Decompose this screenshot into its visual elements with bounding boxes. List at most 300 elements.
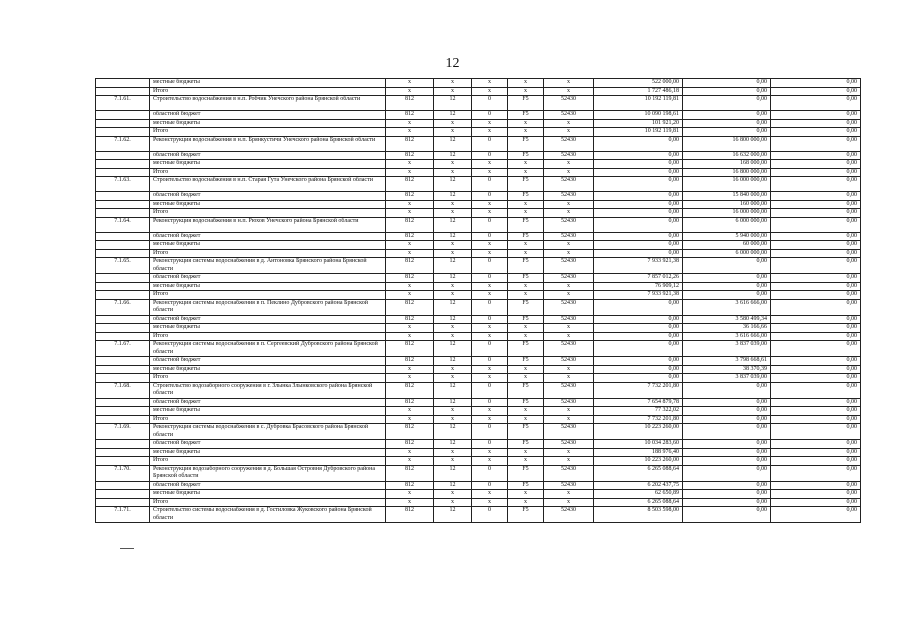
amount-year-3: 0,00 xyxy=(771,241,861,250)
rz-code: х xyxy=(434,282,472,291)
grbs-code: 812 xyxy=(386,192,434,201)
table-row-project xyxy=(96,136,861,151)
kvr-code: х xyxy=(544,498,594,507)
grbs-code: х xyxy=(386,249,434,258)
grbs-code: 812 xyxy=(386,357,434,366)
amount-year-2: 16 632 000,00 xyxy=(683,151,771,160)
amount-year-1: 0,00 xyxy=(594,315,683,324)
csr-code: х xyxy=(508,128,544,137)
table-row xyxy=(96,87,861,96)
grbs-code: х xyxy=(386,209,434,218)
grbs-code: 812 xyxy=(386,274,434,283)
pr-code: 0 xyxy=(472,398,508,407)
table-row xyxy=(96,291,861,300)
item-number xyxy=(96,111,150,120)
table-row-project xyxy=(96,299,861,315)
pr-code: х xyxy=(472,209,508,218)
item-name: Итого xyxy=(150,332,386,341)
grbs-code: х xyxy=(386,241,434,250)
table-row xyxy=(96,481,861,490)
grbs-code: х xyxy=(386,490,434,499)
rz-code: х xyxy=(434,128,472,137)
kvr-code: х xyxy=(544,332,594,341)
amount-year-1: 0,00 xyxy=(594,374,683,383)
table-row xyxy=(96,357,861,366)
item-name: областной бюджет xyxy=(150,481,386,490)
amount-year-3: 0,00 xyxy=(771,365,861,374)
item-number xyxy=(96,79,150,88)
amount-year-3: 0,00 xyxy=(771,507,861,523)
amount-year-3: 0,00 xyxy=(771,128,861,137)
amount-year-2: 0,00 xyxy=(683,407,771,416)
kvr-code: 52430 xyxy=(544,507,594,523)
table-row xyxy=(96,332,861,341)
kvr-code: 52430 xyxy=(544,136,594,151)
kvr-code: х xyxy=(544,374,594,383)
grbs-code: х xyxy=(386,448,434,457)
table-row xyxy=(96,232,861,241)
amount-year-3: 0,00 xyxy=(771,282,861,291)
item-number xyxy=(96,274,150,283)
item-number: 7.1.63. xyxy=(96,177,150,192)
table-body xyxy=(96,79,861,523)
pr-code: х xyxy=(472,490,508,499)
table-row-project xyxy=(96,507,861,523)
pr-code: 0 xyxy=(472,440,508,449)
amount-year-3: 0,00 xyxy=(771,357,861,366)
amount-year-1: 0,00 xyxy=(594,209,683,218)
amount-year-3: 0,00 xyxy=(771,324,861,333)
kvr-code: х xyxy=(544,79,594,88)
grbs-code: х xyxy=(386,119,434,128)
item-name: Итого xyxy=(150,168,386,177)
amount-year-2: 0,00 xyxy=(683,258,771,274)
amount-year-1: 0,00 xyxy=(594,151,683,160)
amount-year-2: 168 000,00 xyxy=(683,160,771,169)
amount-year-1: 0,00 xyxy=(594,136,683,151)
csr-code: х xyxy=(508,119,544,128)
pr-code: 0 xyxy=(472,465,508,481)
rz-code: х xyxy=(434,407,472,416)
kvr-code: 52430 xyxy=(544,440,594,449)
kvr-code: 52430 xyxy=(544,96,594,111)
rz-code: 12 xyxy=(434,151,472,160)
csr-code: F5 xyxy=(508,341,544,357)
amount-year-3: 0,00 xyxy=(771,498,861,507)
kvr-code: х xyxy=(544,282,594,291)
pr-code: 0 xyxy=(472,217,508,232)
grbs-code: 812 xyxy=(386,258,434,274)
grbs-code: х xyxy=(386,160,434,169)
amount-year-1: 10 223 260,00 xyxy=(594,424,683,440)
rz-code: 12 xyxy=(434,136,472,151)
grbs-code: 812 xyxy=(386,151,434,160)
table-row xyxy=(96,241,861,250)
grbs-code: х xyxy=(386,498,434,507)
amount-year-3: 0,00 xyxy=(771,258,861,274)
amount-year-2: 0,00 xyxy=(683,498,771,507)
amount-year-1: 188 976,40 xyxy=(594,448,683,457)
pr-code: х xyxy=(472,241,508,250)
amount-year-1: 0,00 xyxy=(594,192,683,201)
item-number xyxy=(96,151,150,160)
amount-year-1: 0,00 xyxy=(594,341,683,357)
kvr-code: 52430 xyxy=(544,357,594,366)
grbs-code: х xyxy=(386,332,434,341)
amount-year-1: 7 933 921,38 xyxy=(594,291,683,300)
table-row xyxy=(96,111,861,120)
table-row xyxy=(96,398,861,407)
budget-table xyxy=(95,78,861,523)
amount-year-2: 0,00 xyxy=(683,274,771,283)
csr-code: F5 xyxy=(508,232,544,241)
table-row xyxy=(96,315,861,324)
amount-year-1: 10 192 119,81 xyxy=(594,96,683,111)
kvr-code: х xyxy=(544,324,594,333)
grbs-code: х xyxy=(386,79,434,88)
amount-year-1: 0,00 xyxy=(594,217,683,232)
item-number xyxy=(96,128,150,137)
table-row xyxy=(96,440,861,449)
table-row-project xyxy=(96,341,861,357)
amount-year-1: 0,00 xyxy=(594,200,683,209)
table-row-project xyxy=(96,96,861,111)
grbs-code: х xyxy=(386,168,434,177)
rz-code: 12 xyxy=(434,299,472,315)
csr-code: F5 xyxy=(508,481,544,490)
amount-year-2: 3 798 668,61 xyxy=(683,357,771,366)
item-name: Итого xyxy=(150,291,386,300)
grbs-code: 812 xyxy=(386,111,434,120)
amount-year-3: 0,00 xyxy=(771,424,861,440)
table-row-project xyxy=(96,177,861,192)
rz-code: х xyxy=(434,160,472,169)
amount-year-3: 0,00 xyxy=(771,398,861,407)
amount-year-1: 6 202 437,75 xyxy=(594,481,683,490)
pr-code: х xyxy=(472,457,508,466)
csr-code: F5 xyxy=(508,96,544,111)
amount-year-2: 16 800 000,00 xyxy=(683,136,771,151)
amount-year-2: 36 166,66 xyxy=(683,324,771,333)
amount-year-2: 0,00 xyxy=(683,398,771,407)
item-name: Реконструкция водозаборного сооружения в д. Большая Островня Дубровского района Брянской области xyxy=(150,465,386,481)
amount-year-2: 0,00 xyxy=(683,457,771,466)
grbs-code: 812 xyxy=(386,136,434,151)
rz-code: х xyxy=(434,87,472,96)
pr-code: 0 xyxy=(472,424,508,440)
grbs-code: 812 xyxy=(386,177,434,192)
amount-year-2: 0,00 xyxy=(683,424,771,440)
table-row xyxy=(96,128,861,137)
rz-code: х xyxy=(434,249,472,258)
amount-year-1: 1 727 486,18 xyxy=(594,87,683,96)
grbs-code: 812 xyxy=(386,507,434,523)
csr-code: х xyxy=(508,168,544,177)
table-row xyxy=(96,448,861,457)
item-name: Строительство водоснабжения в н.п. Робчик Унечского района Брянской области xyxy=(150,96,386,111)
grbs-code: х xyxy=(386,200,434,209)
item-number xyxy=(96,357,150,366)
item-number xyxy=(96,448,150,457)
grbs-code: 812 xyxy=(386,382,434,398)
item-number: 7.1.66. xyxy=(96,299,150,315)
amount-year-2: 0,00 xyxy=(683,79,771,88)
amount-year-3: 0,00 xyxy=(771,192,861,201)
item-name: областной бюджет xyxy=(150,151,386,160)
rz-code: 12 xyxy=(434,507,472,523)
pr-code: 0 xyxy=(472,481,508,490)
csr-code: F5 xyxy=(508,440,544,449)
pr-code: 0 xyxy=(472,357,508,366)
item-name: областной бюджет xyxy=(150,274,386,283)
kvr-code: 52430 xyxy=(544,217,594,232)
amount-year-1: 7 933 921,38 xyxy=(594,258,683,274)
amount-year-3: 0,00 xyxy=(771,332,861,341)
kvr-code: 52430 xyxy=(544,382,594,398)
csr-code: F5 xyxy=(508,299,544,315)
amount-year-1: 101 921,20 xyxy=(594,119,683,128)
item-number: 7.1.62. xyxy=(96,136,150,151)
amount-year-2: 3 837 039,00 xyxy=(683,374,771,383)
item-number xyxy=(96,232,150,241)
item-number xyxy=(96,481,150,490)
amount-year-3: 0,00 xyxy=(771,299,861,315)
kvr-code: х xyxy=(544,241,594,250)
item-number xyxy=(96,490,150,499)
csr-code: х xyxy=(508,407,544,416)
pr-code: 0 xyxy=(472,96,508,111)
kvr-code: 52430 xyxy=(544,398,594,407)
amount-year-3: 0,00 xyxy=(771,87,861,96)
grbs-code: х xyxy=(386,128,434,137)
table-row xyxy=(96,160,861,169)
rz-code: 12 xyxy=(434,111,472,120)
kvr-code: 52430 xyxy=(544,232,594,241)
amount-year-1: 7 732 201,80 xyxy=(594,415,683,424)
kvr-code: 52430 xyxy=(544,424,594,440)
amount-year-2: 3 580 499,34 xyxy=(683,315,771,324)
item-number xyxy=(96,415,150,424)
amount-year-3: 0,00 xyxy=(771,481,861,490)
item-name: Итого xyxy=(150,457,386,466)
pr-code: 0 xyxy=(472,274,508,283)
table-row-project xyxy=(96,465,861,481)
item-number xyxy=(96,119,150,128)
kvr-code: х xyxy=(544,407,594,416)
amount-year-1: 0,00 xyxy=(594,365,683,374)
amount-year-3: 0,00 xyxy=(771,274,861,283)
csr-code: F5 xyxy=(508,151,544,160)
amount-year-3: 0,00 xyxy=(771,232,861,241)
amount-year-1: 522 000,00 xyxy=(594,79,683,88)
rz-code: х xyxy=(434,490,472,499)
item-name: местные бюджеты xyxy=(150,282,386,291)
table-row xyxy=(96,374,861,383)
csr-code: F5 xyxy=(508,258,544,274)
amount-year-3: 0,00 xyxy=(771,119,861,128)
item-number xyxy=(96,332,150,341)
amount-year-1: 8 503 598,00 xyxy=(594,507,683,523)
amount-year-2: 0,00 xyxy=(683,465,771,481)
rz-code: х xyxy=(434,200,472,209)
item-name: Строительство водозаборного сооружения в г. Злынка Злынковского района Брянской области xyxy=(150,382,386,398)
item-number: 7.1.64. xyxy=(96,217,150,232)
amount-year-3: 0,00 xyxy=(771,490,861,499)
csr-code: F5 xyxy=(508,136,544,151)
table-row xyxy=(96,151,861,160)
rz-code: 12 xyxy=(434,315,472,324)
pr-code: 0 xyxy=(472,136,508,151)
grbs-code: 812 xyxy=(386,440,434,449)
amount-year-1: 10 090 198,61 xyxy=(594,111,683,120)
amount-year-3: 0,00 xyxy=(771,415,861,424)
amount-year-3: 0,00 xyxy=(771,448,861,457)
table-row-project xyxy=(96,258,861,274)
amount-year-2: 0,00 xyxy=(683,128,771,137)
grbs-code: х xyxy=(386,457,434,466)
amount-year-2: 0,00 xyxy=(683,382,771,398)
csr-code: х xyxy=(508,457,544,466)
kvr-code: х xyxy=(544,291,594,300)
grbs-code: 812 xyxy=(386,315,434,324)
item-name: Реконструкция системы водоснабжения в с. Дубровка Брасовского района Брянской области xyxy=(150,424,386,440)
amount-year-3: 0,00 xyxy=(771,177,861,192)
rz-code: х xyxy=(434,291,472,300)
rz-code: х xyxy=(434,79,472,88)
item-number xyxy=(96,457,150,466)
pr-code: х xyxy=(472,160,508,169)
csr-code: х xyxy=(508,332,544,341)
amount-year-3: 0,00 xyxy=(771,315,861,324)
kvr-code: х xyxy=(544,490,594,499)
item-number: 7.1.71. xyxy=(96,507,150,523)
kvr-code: х xyxy=(544,415,594,424)
pr-code: 0 xyxy=(472,192,508,201)
pr-code: х xyxy=(472,498,508,507)
pr-code: 0 xyxy=(472,315,508,324)
amount-year-2: 16 000 000,00 xyxy=(683,209,771,218)
csr-code: х xyxy=(508,160,544,169)
grbs-code: х xyxy=(386,282,434,291)
pr-code: х xyxy=(472,332,508,341)
amount-year-3: 0,00 xyxy=(771,96,861,111)
rz-code: 12 xyxy=(434,258,472,274)
table-row xyxy=(96,119,861,128)
amount-year-3: 0,00 xyxy=(771,382,861,398)
pr-code: 0 xyxy=(472,507,508,523)
kvr-code: 52430 xyxy=(544,315,594,324)
csr-code: х xyxy=(508,87,544,96)
grbs-code: 812 xyxy=(386,341,434,357)
pr-code: х xyxy=(472,415,508,424)
pr-code: 0 xyxy=(472,382,508,398)
rz-code: х xyxy=(434,241,472,250)
csr-code: х xyxy=(508,282,544,291)
rz-code: 12 xyxy=(434,440,472,449)
page-number: 12 xyxy=(445,56,460,71)
item-number: 7.1.70. xyxy=(96,465,150,481)
item-name: Реконструкция водоснабжения в н.п. Рюхов Унечского района Брянской области xyxy=(150,217,386,232)
item-name: областной бюджет xyxy=(150,315,386,324)
rz-code: 12 xyxy=(434,232,472,241)
csr-code: х xyxy=(508,249,544,258)
table-row xyxy=(96,457,861,466)
item-number xyxy=(96,241,150,250)
amount-year-3: 0,00 xyxy=(771,168,861,177)
kvr-code: 52430 xyxy=(544,341,594,357)
rz-code: 12 xyxy=(434,177,472,192)
rz-code: х xyxy=(434,374,472,383)
amount-year-2: 0,00 xyxy=(683,282,771,291)
item-number xyxy=(96,160,150,169)
table-row xyxy=(96,365,861,374)
item-name: Итого xyxy=(150,249,386,258)
pr-code: х xyxy=(472,407,508,416)
amount-year-1: 0,00 xyxy=(594,160,683,169)
amount-year-1: 7 654 879,78 xyxy=(594,398,683,407)
pr-code: х xyxy=(472,119,508,128)
amount-year-3: 0,00 xyxy=(771,440,861,449)
pr-code: 0 xyxy=(472,151,508,160)
amount-year-2: 0,00 xyxy=(683,291,771,300)
kvr-code: х xyxy=(544,249,594,258)
pr-code: х xyxy=(472,324,508,333)
pr-code: 0 xyxy=(472,341,508,357)
item-name: областной бюджет xyxy=(150,440,386,449)
amount-year-1: 10 192 119,81 xyxy=(594,128,683,137)
pr-code: х xyxy=(472,79,508,88)
amount-year-3: 0,00 xyxy=(771,209,861,218)
rz-code: 12 xyxy=(434,341,472,357)
kvr-code: х xyxy=(544,160,594,169)
pr-code: х xyxy=(472,87,508,96)
csr-code: х xyxy=(508,200,544,209)
kvr-code: 52430 xyxy=(544,192,594,201)
item-number xyxy=(96,365,150,374)
rz-code: х xyxy=(434,209,472,218)
csr-code: х xyxy=(508,498,544,507)
amount-year-3: 0,00 xyxy=(771,111,861,120)
amount-year-3: 0,00 xyxy=(771,200,861,209)
rz-code: 12 xyxy=(434,398,472,407)
csr-code: F5 xyxy=(508,382,544,398)
amount-year-3: 0,00 xyxy=(771,374,861,383)
csr-code: х xyxy=(508,291,544,300)
table-row xyxy=(96,415,861,424)
item-name: областной бюджет xyxy=(150,398,386,407)
pr-code: х xyxy=(472,282,508,291)
kvr-code: х xyxy=(544,87,594,96)
table-row xyxy=(96,249,861,258)
pr-code: 0 xyxy=(472,232,508,241)
table-row xyxy=(96,274,861,283)
kvr-code: х xyxy=(544,168,594,177)
amount-year-1: 6 265 088,64 xyxy=(594,498,683,507)
item-number: 7.1.61. xyxy=(96,96,150,111)
kvr-code: 52430 xyxy=(544,481,594,490)
rz-code: х xyxy=(434,498,472,507)
kvr-code: х xyxy=(544,457,594,466)
table-row xyxy=(96,490,861,499)
pr-code: 0 xyxy=(472,258,508,274)
item-number xyxy=(96,324,150,333)
amount-year-1: 0,00 xyxy=(594,324,683,333)
kvr-code: 52430 xyxy=(544,465,594,481)
pr-code: х xyxy=(472,128,508,137)
csr-code: х xyxy=(508,448,544,457)
item-name: Строительство системы водоснабжения в д. Гостиловка Жуковского района Брянской области xyxy=(150,507,386,523)
amount-year-1: 0,00 xyxy=(594,241,683,250)
